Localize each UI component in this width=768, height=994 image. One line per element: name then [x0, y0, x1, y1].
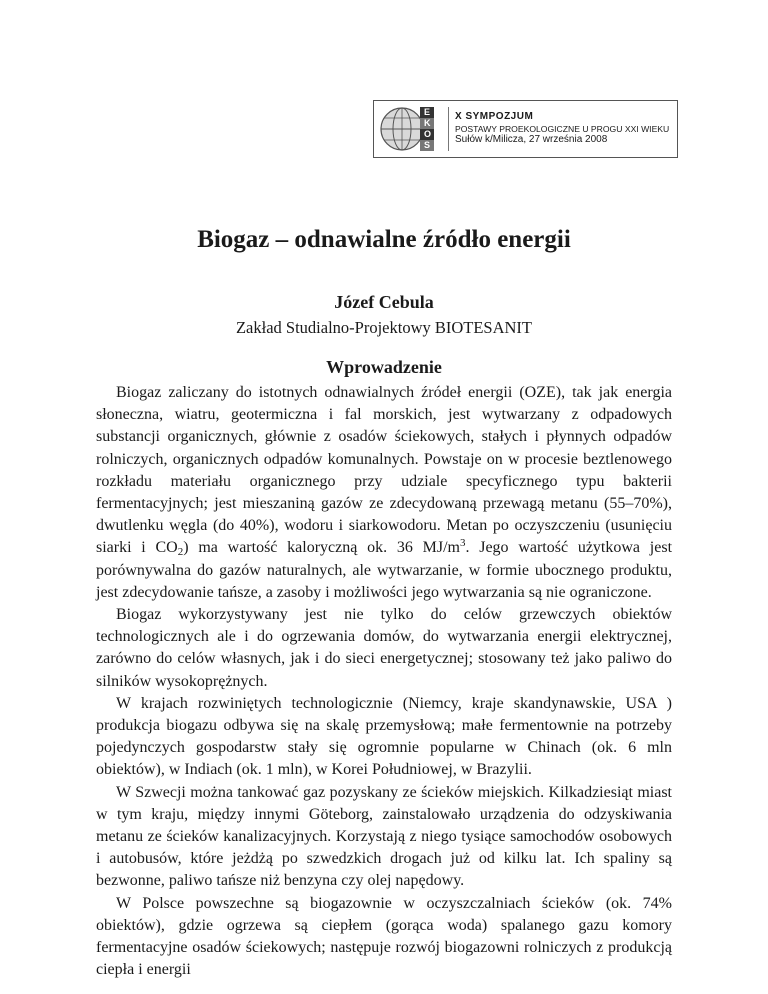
author-name: Józef Cebula	[334, 292, 434, 312]
section-heading: Wprowadzenie	[326, 357, 442, 377]
author-affiliation: Zakład Studialno-Projektowy BIOTESANIT	[235, 318, 533, 337]
paragraph-5: W Polsce powszechne są biogazownie w oczyszczalniach ścieków (ok. 74% obiektów), gdzie ogrzewa są ciepłem (gorąca woda) spalanego gazu komory fermentacyjne osadów ściekowych; następuje rozwój biogazowni rolniczych z produkcją ciepła i energii	[96, 894, 672, 979]
symposium-number: X SYMPOZJUM	[455, 111, 534, 123]
paragraph-2: Biogaz wykorzystywany jest nie tylko do celów grzewczych obiektów technologicznych ale i do ogrzewania domów, do wytwarzania energii elektrycznej, zarówno do celów własnych, jak i do sieci energetycznej; stosowany też jako paliwo do silników wysokoprężnych.	[96, 606, 672, 690]
paragraph-1: Biogaz zaliczany do istotnych odnawialnych źródeł energii (OZE), tak jak energia słoneczna, wiatru, geotermiczna i fal morskich, jest wytwarzany z odpadowych substancji organicznych, głównie z osadów ściekowych, stałych i płynnych odpadów rolniczych, organicznych odpadów komunalnych. Powstaje on w procesie beztlenowego rozkładu materiału organicznego przy udziale specyficznego typu bakterii fermentacyjnych; jest mieszaniną gazów ze zdecydowaną przewagą metanu (55–70%), dwutlenku węgla (do 40%), wodoru i siarkowodoru. Metan po oczyszczeniu (usunięciu siarki i $CO_2$) ma wartość kaloryczną ok. 36 $MJ/m^3$. Jego wartość użytkowa jest porównywalna do gazów naturalnych, ale wytwarzanie, w formie ubocznego produktu, jest zdecydowanie tańsze, a zasoby i możliwości jego wytwarzania są nie ograniczone.	[96, 384, 673, 601]
logo-letter-o: O	[424, 129, 432, 139]
logo-letter-e: E	[424, 107, 431, 117]
paragraph-4: W Szwecji można tankować gaz pozyskany ze ścieków miejskich. Kilkadziesiąt miast w tym kraju, między innymi Göteborg, zainstalowało urządzenia do odzyskiwania metanu ze ścieków kanalizacyjnych. Korzystają z niego tysiące samochodów osobowych i autobusów, które jeżdżą po szwedzkich drogach już od kilku lat. Ich spaliny są bezwonne, paliwo tańsze niż benzyna czy olej napędowy.	[96, 783, 672, 890]
symposium-info	[455, 111, 669, 147]
ekos-globe-logo	[380, 104, 446, 154]
symposium-header-box	[373, 100, 678, 158]
paper-body	[96, 382, 672, 981]
paragraph-3: W krajach rozwiniętych technologicznie (Niemcy, kraje skandynawskie, USA ) produkcja biogazu odbywa się na skalę przemysłową; małe fermentownie na potrzeby pojedynczych gospodarstw stały się ogromnie popularne w Chinach (ok. 6 mln obiektów), w Indiach (ok. 1 mln), w Korei Południowej, w Brazylii.	[96, 694, 672, 779]
symposium-theme: POSTAWY PROEKOLOGICZNE U PROGU XXI WIEKU	[455, 123, 670, 134]
symposium-place-date: Sułów k/Milicza, 27 września 2008	[455, 134, 608, 146]
paper-title: Biogaz – odnawialne źródło energii	[197, 226, 571, 253]
logo-letter-k: K	[424, 118, 431, 128]
logo-letter-s: S	[424, 140, 431, 150]
header-divider	[448, 107, 449, 151]
